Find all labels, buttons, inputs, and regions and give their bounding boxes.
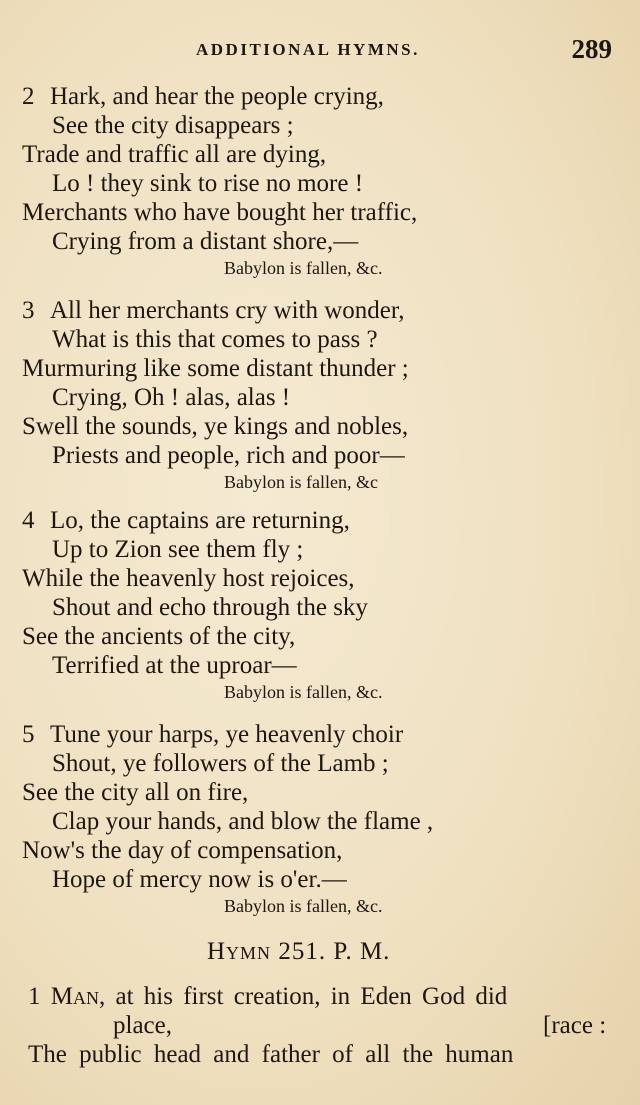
verse-line: The public head and father of all the human [28,1041,514,1068]
refrain: Babylon is fallen, &c. [224,258,383,278]
stanza-number: 1 [28,983,41,1010]
verse-line: Crying, Oh ! alas, alas ! [52,384,291,411]
hymn-heading-word: Hymn [207,938,272,965]
verse-line: , at his first creation, in Eden God did [98,983,508,1010]
verse-line: Trade and traffic all are dying, [22,141,327,168]
verse-line: See the ancients of the city, [22,623,296,650]
verse-line: All her merchants cry with wonder, [50,297,405,324]
stanza-4 [22,506,622,705]
verse-line: While the heavenly host rejoices, [22,565,355,592]
stanza-number: 3 [22,297,35,324]
verse-line: Shout and echo through the sky [52,594,368,621]
stanza-3 [22,296,622,495]
verse-line: Tune your harps, ye heavenly choir [50,721,404,748]
verse-line: Up to Zion see them fly ; [52,536,304,563]
verse-line: Shout, ye followers of the Lamb ; [52,750,389,777]
verse-line: Priests and people, rich and poor— [52,442,405,469]
hymn-heading-meter: 251. P. M. [278,938,391,965]
verse-line: Lo, the captains are returning, [50,507,350,534]
verse-line: What is this that comes to pass ? [52,326,378,353]
verse-line: See the city disappears ; [52,112,294,139]
stanza-5 [22,720,622,919]
hymn-251-verse-1 [28,982,628,1069]
verse-line: Lo ! they sink to rise no more ! [52,170,364,197]
verse-line: Merchants who have bought her traffic, [22,199,418,226]
page-number: 289 [571,34,612,64]
verse-line: Terrified at the uproar— [52,652,297,679]
refrain: Babylon is fallen, &c. [224,896,383,916]
refrain: Babylon is fallen, &c. [224,682,383,702]
refrain: Babylon is fallen, &c [224,472,378,492]
stanza-number: 2 [22,83,35,110]
verse-line: See the city all on fire, [22,779,249,806]
verse-line: Hark, and hear the people crying, [50,83,384,110]
verse-line-carryover: [race : [543,1012,607,1039]
first-word: Man [50,983,99,1010]
verse-line: Crying from a distant shore,— [52,228,359,255]
running-head: ADDITIONAL HYMNS. [196,40,420,59]
verse-line: Hope of mercy now is o'er.— [52,866,347,893]
stanza-2 [22,82,622,281]
verse-line: Murmuring like some distant thunder ; [22,355,409,382]
verse-line-continuation: place, [113,1012,172,1039]
stanza-number: 4 [22,507,35,534]
verse-line: Swell the sounds, ye kings and nobles, [22,413,409,440]
page-header [0,34,640,64]
stanza-number: 5 [22,721,35,748]
verse-line: Now's the day of compensation, [22,837,343,864]
verse-line: Clap your hands, and blow the flame , [52,808,434,835]
